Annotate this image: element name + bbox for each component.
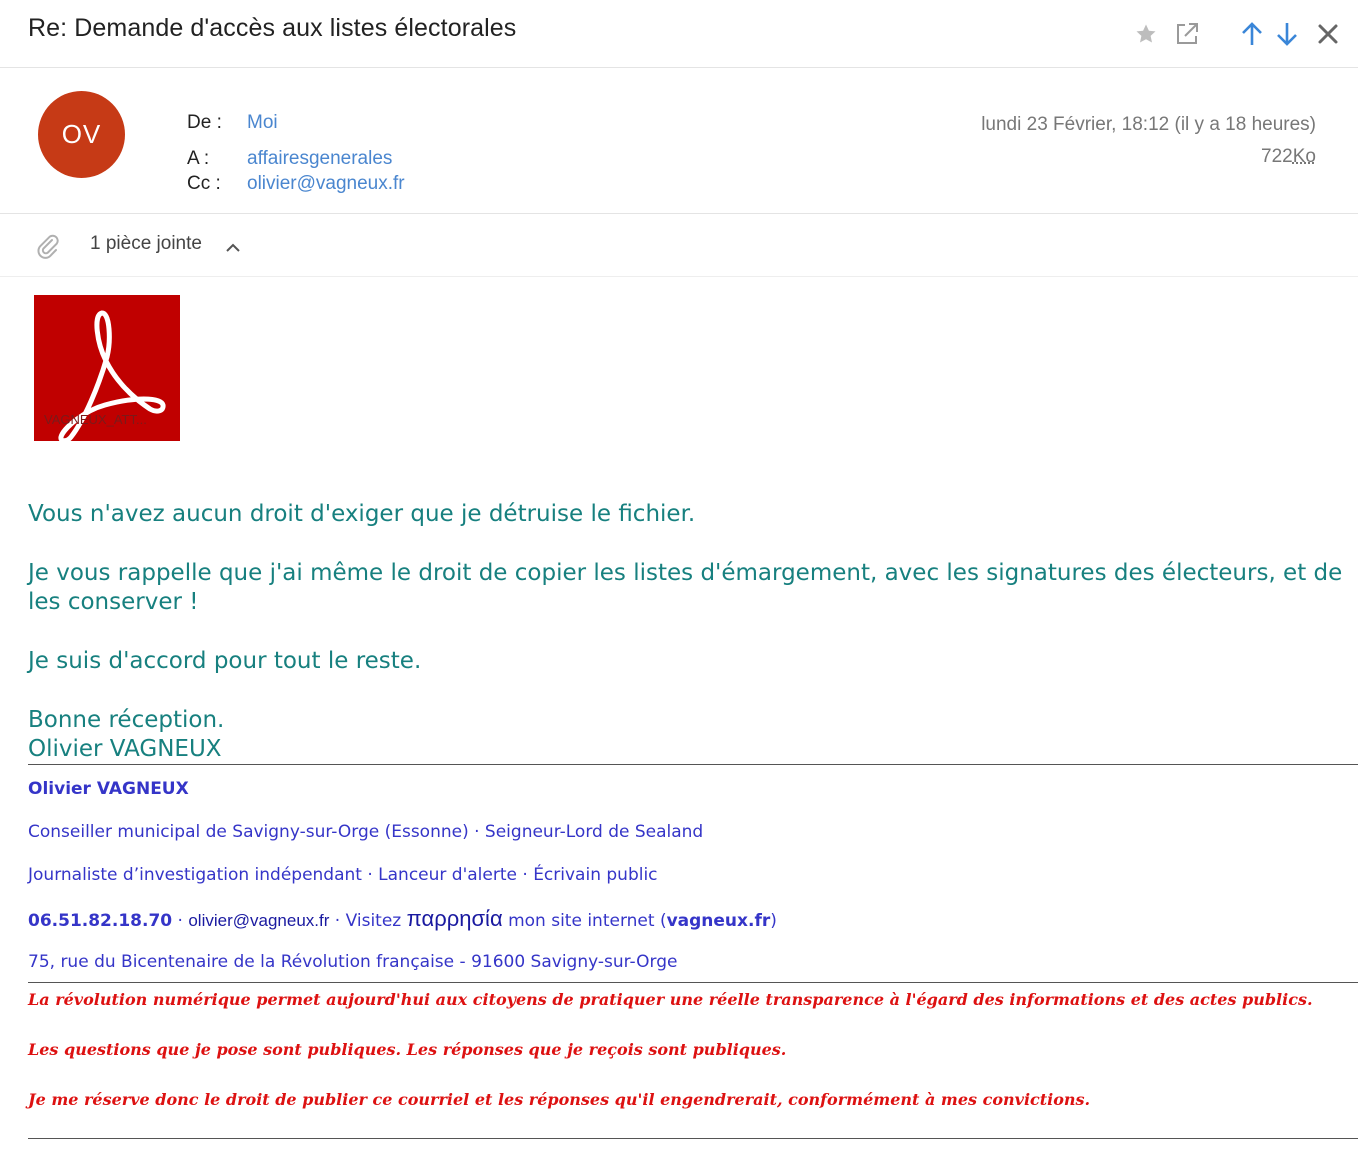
signature-email-link[interactable]: olivier@vagneux.fr [188,911,330,930]
signature-contact: 06.51.82.18.70 · olivier@vagneux.fr · Visitez παρρησία mon site internet (vagneux.fr) [28,906,777,931]
signature-name: Olivier VAGNEUX [28,779,189,799]
to-label: A : [187,148,210,169]
body-paragraph: Je vous rappelle que j'ai même le droit de copier les listes d'émargement, avec les signatures des électeurs, et de les conserver ! [28,560,1343,615]
signature-address: 75, rue du Bicentenaire de la Révolution française - 91600 Savigny-sur-Orge [28,952,678,972]
signature-phone: 06.51.82.18.70 [28,911,173,931]
attachment-thumbnail[interactable] [34,295,180,441]
previous-arrow-icon[interactable] [1238,20,1266,48]
signature-site-link[interactable]: vagneux.fr [666,911,771,931]
size-unit: Ko [1292,146,1316,167]
star-icon[interactable] [1132,20,1160,48]
from-label: De : [187,112,222,133]
signature-line: Conseiller municipal de Savigny-sur-Orge (Essonne) · Seigneur-Lord de Sealand [28,822,704,842]
attachments-bar [0,214,1358,277]
body-paragraph: Vous n'avez aucun droit d'exiger que je détruise le fichier. [28,501,696,527]
open-external-icon[interactable] [1173,20,1201,48]
message-toolbar [0,0,1358,68]
to-link[interactable]: affairesgenerales [247,148,393,169]
signature-greek-word: παρρησία [406,906,503,931]
message-subject: Re: Demande d'accès aux listes électorales [28,14,517,42]
cc-link[interactable]: olivier@vagneux.fr [247,173,405,194]
message-body [28,500,1348,764]
avatar: OV [38,91,125,178]
body-paragraph: Je suis d'accord pour tout le reste. [28,648,422,674]
message-date: lundi 23 Février, 18:12 (il y a 18 heures) [981,114,1316,135]
attachments-toggle[interactable]: 1 pièce jointe [90,233,202,254]
size-value: 722 [1261,146,1293,167]
close-icon[interactable] [1314,20,1342,48]
attachment-filename: VAGNEUX_ATT... [44,412,147,427]
body-author: Olivier VAGNEUX [28,736,222,762]
message-header [0,68,1358,214]
signature-divider [28,764,1358,765]
from-link[interactable]: Moi [247,112,278,133]
chevron-up-icon[interactable] [225,238,241,257]
cc-label: Cc : [187,173,221,194]
disclaimer-divider [28,982,1358,983]
disclaimer-line: Les questions que je pose sont publiques. Les réponses que je reçois sont publiques. [28,1040,787,1059]
footer-divider [28,1138,1358,1139]
paperclip-icon [36,234,60,264]
body-closing: Bonne réception. [28,707,225,733]
next-arrow-icon[interactable] [1273,20,1301,48]
signature-line: Journaliste d’investigation indépendant · Lanceur d'alerte · Écrivain public [28,865,658,885]
disclaimer-line: Je me réserve donc le droit de publier ce courriel et les réponses qu'il engendrerait, conformément à mes convictions. [28,1090,1091,1109]
message-size [1261,146,1316,168]
disclaimer-line: La révolution numérique permet aujourd'hui aux citoyens de pratiquer une réelle transparence à l'égard des informations et des actes publics. [28,990,1313,1009]
